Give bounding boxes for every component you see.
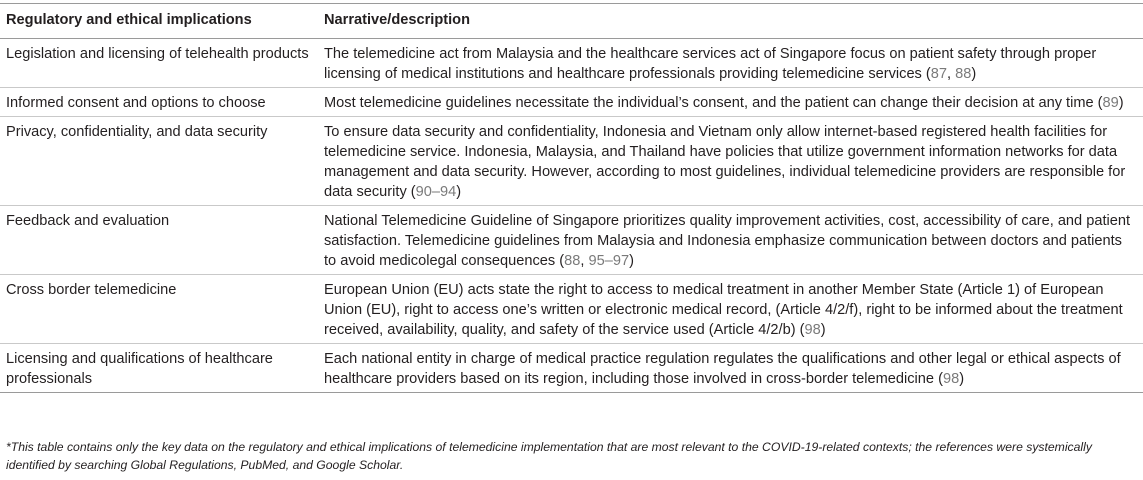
regulatory-table — [0, 3, 1143, 393]
description-cell — [318, 88, 1143, 117]
description-text: ) — [971, 66, 977, 82]
implication-cell: Legislation and licensing of telehealth products — [0, 39, 318, 88]
description-text: , — [947, 66, 956, 82]
table-row — [0, 88, 1143, 117]
description-text: European Union (EU) acts state the right to access to medical treatment in another Member State (Article 1) of European Union (EU), right to access one’s written or electronic medical record, (Article 4/2/f), right to be informed about the treatment received, availability, quality, and safety of the service used (Article 4/2/b) ( — [324, 282, 1123, 338]
implication-cell: Feedback and evaluation — [0, 206, 318, 275]
reference-link[interactable]: 87 — [930, 66, 948, 82]
description-text: National Telemedicine Guideline of Singapore prioritizes quality improvement activities, cost, accessibility of care, and patient satisfaction. Telemedicine guidelines from Malaysia and Indonesia emphasize communication between doctors and patients to avoid medicolegal consequences ( — [324, 213, 1131, 269]
implication-cell: Privacy, confidentiality, and data security — [0, 117, 318, 206]
reference-link[interactable]: 98 — [804, 322, 821, 338]
description-text: , — [580, 253, 589, 269]
description-text: ) — [820, 322, 826, 338]
description-cell — [318, 206, 1143, 275]
reference-link[interactable]: 90–94 — [415, 184, 457, 200]
implication-cell: Informed consent and options to choose — [0, 88, 318, 117]
reference-link[interactable]: 88 — [955, 66, 972, 82]
description-text: ) — [1118, 95, 1124, 111]
reference-link[interactable]: 89 — [1102, 95, 1119, 111]
description-text: ) — [629, 253, 634, 269]
header-row — [0, 4, 1143, 39]
header-narrative: Narrative/description — [318, 4, 1143, 39]
table-row — [0, 39, 1143, 88]
implication-cell: Licensing and qualifications of healthcare professionals — [0, 344, 318, 393]
description-text: ) — [456, 184, 462, 200]
table-row — [0, 344, 1143, 393]
table-row — [0, 206, 1143, 275]
description-cell — [318, 275, 1143, 344]
description-text: The telemedicine act from Malaysia and the healthcare services act of Singapore focus on patient safety through proper licensing of medical institutions and healthcare professionals providing telemedicine services ( — [324, 46, 1097, 82]
reference-link[interactable]: 98 — [942, 371, 960, 387]
description-text: To ensure data security and confidentiality, Indonesia and Vietnam only allow internet-based registered health facilities for telemedicine service. Indonesia, Malaysia, and Thailand have policies that utilize government information networks for data management and data security. However, according to most guidelines, individual telemedicine providers are responsible for data security ( — [324, 124, 1126, 200]
description-cell — [318, 344, 1143, 393]
description-cell — [318, 117, 1143, 206]
header-implications: Regulatory and ethical implications — [0, 4, 318, 39]
implication-cell: Cross border telemedicine — [0, 275, 318, 344]
description-text: ) — [959, 371, 965, 387]
description-cell — [318, 39, 1143, 88]
reference-link[interactable]: 88 — [564, 253, 581, 269]
description-text: Each national entity in charge of medical practice regulation regulates the qualifications and other legal or ethical aspects of healthcare providers based on its region, including those involved in cross-border telemedicine ( — [324, 351, 1121, 387]
reference-link[interactable]: 95–97 — [588, 253, 630, 269]
table-row — [0, 117, 1143, 206]
description-text: Most telemedicine guidelines necessitate the individual’s consent, and the patient can change their decision at any time ( — [324, 95, 1103, 111]
table-body — [0, 39, 1143, 393]
table-row — [0, 275, 1143, 344]
table-footnote: *This table contains only the key data on the regulatory and ethical implications of telemedicine implementation that are most relevant to the COVID-19-related contexts; the references were systemically identified by searching Global Regulations, PubMed, and Google Scholar. — [6, 440, 1092, 472]
